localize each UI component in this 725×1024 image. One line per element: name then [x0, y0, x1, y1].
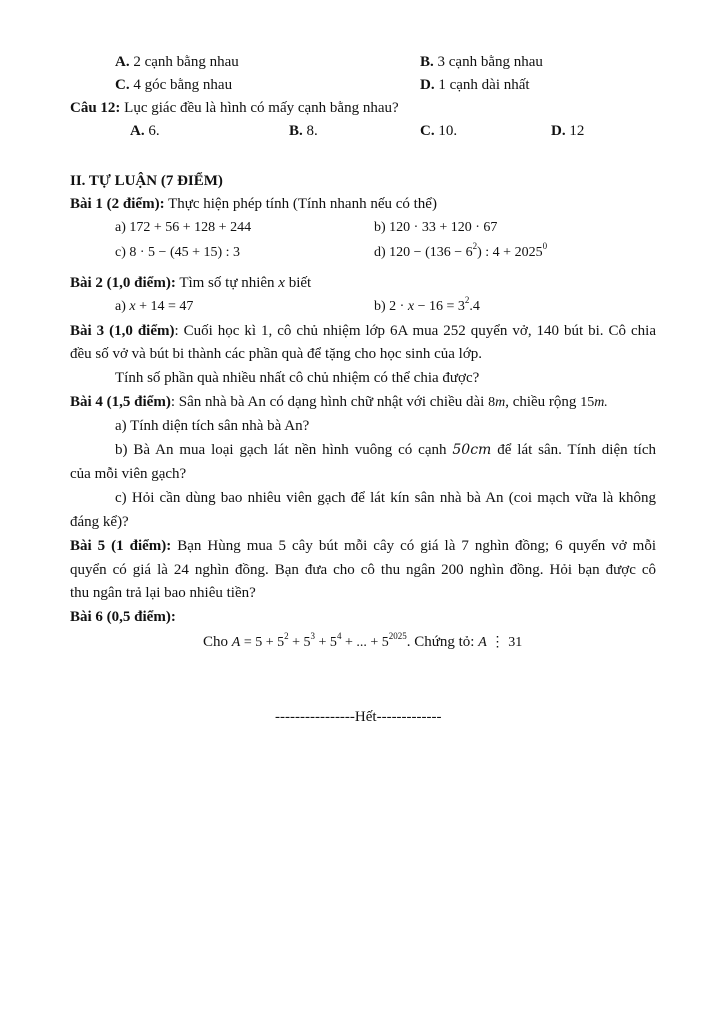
bai1-part-a: a) 172 + 56 + 128 + 244: [115, 220, 252, 235]
q12-question: Câu 12: Lục giác đều là hình có mấy cạnh bằng nhau?: [70, 100, 399, 116]
bai4-part-b: b) Bà An mua loại gạch lát nền hình vuông có cạnh 50cm để lát sân. Tính diện tích: [115, 442, 657, 458]
bai1-part-d: d) $120 - (136 - 6^2)$ : $4 + 2025^0$: [374, 241, 548, 260]
bai6-heading: Bài 6 (0,5 điểm):: [70, 609, 176, 625]
q12-option-a: A. 6.: [130, 123, 160, 139]
bai4-part-c-cont: đáng kể)?: [70, 514, 129, 530]
bai2-part-b: b) $2 \cdot x - 16 = 3^2.4$: [374, 295, 480, 314]
bai4-part-c: c) Hỏi cần dùng bao nhiêu viên gạch để lát kín sân nhà bà An (coi mạch vữa là không: [115, 490, 656, 506]
bai6-statement: Cho $A = 5 + 5^2 + 5^3 + 5^4$ + ... + $5^{2025}$. Chứng tỏ: A ⋮ 31: [203, 631, 523, 650]
bai1-part-c: c) 8 · 5 − (45 + 15) : 3: [115, 245, 241, 260]
bai3-line2: đều số vở và bút bi thành các phần quà để tặng cho học sinh của lớp.: [70, 346, 483, 362]
bai2-heading: Bài 2 (1,0 điểm): Tìm số tự nhiên x biết: [70, 275, 312, 291]
q11-option-c: C. 4 góc bằng nhau: [115, 77, 233, 93]
q12-option-d: D. 12: [551, 123, 585, 139]
bai4-part-b-cont: của mỗi viên gạch?: [70, 466, 187, 482]
bai3-line3: Tính số phần quà nhiều nhất cô chủ nhiệm có thể chia được?: [115, 370, 480, 386]
bai5-line1: Bài 5 (1 điểm): Bạn Hùng mua 5 cây bút mỗi cây có giá là 7 nghìn đồng; 6 quyển vở mỗi: [70, 538, 656, 554]
bai2-part-a: a) x + 14 = 47: [115, 299, 194, 314]
end-marker: ----------------Hết-------------: [275, 709, 442, 725]
q11-option-a: A. 2 cạnh bằng nhau: [115, 54, 239, 70]
q11-option-d: D. 1 cạnh dài nhất: [420, 77, 530, 93]
q12-option-b: B. 8.: [289, 123, 318, 139]
bai1-heading: Bài 1 (2 điểm): Thực hiện phép tính (Tính nhanh nếu có thể): [70, 196, 437, 212]
bai4-heading: Bài 4 (1,5 điểm): Sân nhà bà An có dạng hình chữ nhật với chiều dài 8m, chiều rộng 15m.: [70, 394, 608, 410]
bai3-line1: Bài 3 (1,0 điểm): Cuối học kì 1, cô chủ nhiệm lớp 6A mua 252 quyển vở, 140 bút bi. Cô chia: [70, 323, 656, 339]
q12-option-c: C. 10.: [420, 123, 458, 139]
q11-option-b: B. 3 cạnh bằng nhau: [420, 54, 543, 70]
bai4-part-a: a) Tính diện tích sân nhà bà An?: [115, 418, 310, 434]
bai5-line3: thu ngân trả lại bao nhiêu tiền?: [70, 585, 256, 601]
bai1-part-b: b) 120 · 33 + 120 · 67: [374, 220, 498, 235]
section-title: II. TỰ LUẬN (7 ĐIỂM): [70, 173, 223, 189]
bai5-line2: quyển có giá là 24 nghìn đồng. Bạn đưa cho cô thu ngân 200 nghìn đồng. Hỏi bạn được cô: [70, 562, 656, 578]
